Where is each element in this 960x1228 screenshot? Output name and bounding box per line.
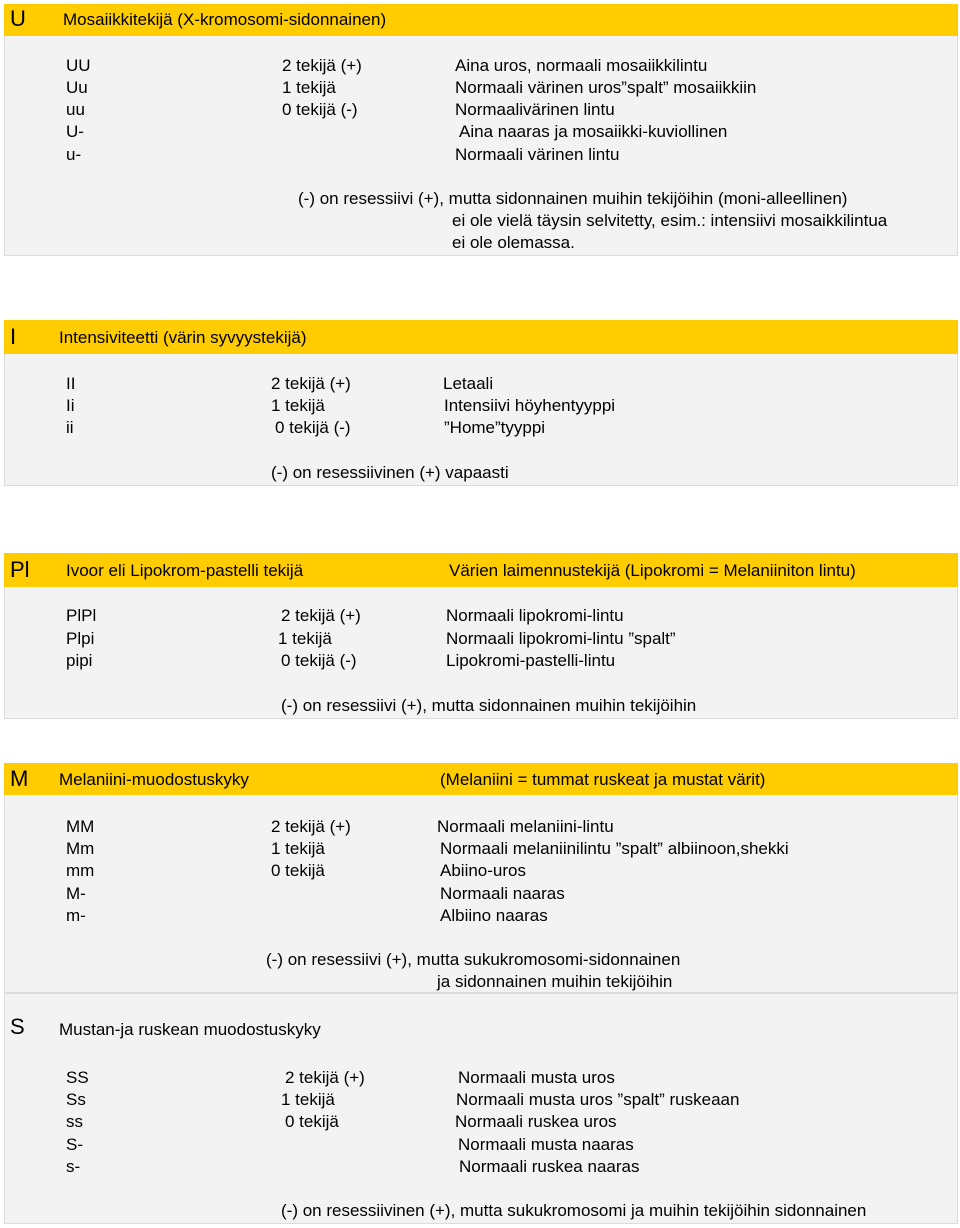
genotype: U- [66,122,84,141]
factor: 1 tekijä [281,1090,335,1109]
description: Aina naaras ja mosaiikki-kuviollinen [459,122,728,141]
genotype: Plpi [66,629,95,648]
description: Normaali ruskea naaras [459,1157,640,1176]
section-i-title: Intensiviteetti (värin syvyystekijä) [59,328,307,347]
description: Aina uros, normaali mosaiikkilintu [455,56,708,75]
description: Normaali lipokromi-lintu ”spalt” [446,629,676,648]
note-line: ei ole vielä täysin selvitetty, esim.: intensiivi mosaikkilintua [452,211,888,230]
factor: 2 tekijä (+) [271,374,351,393]
genotype: UU [66,56,91,75]
description: Normaali värinen uros”spalt” mosaiikkiin [455,78,757,97]
note-line: ei ole olemassa. [452,233,575,252]
description: Normaali musta naaras [458,1135,634,1154]
genotype: PlPl [66,606,97,625]
genotype: M- [66,884,86,903]
genotype: mm [66,861,95,880]
genotype: u- [66,145,82,164]
genotype: m- [66,906,86,925]
genotype: Ii [66,396,75,415]
description: Normaali musta uros [458,1068,615,1087]
genotype: s- [66,1157,81,1176]
description: ”Home”tyyppi [444,418,546,437]
description: Normaali lipokromi-lintu [446,606,624,625]
factor: 1 tekijä [271,839,325,858]
factor: 1 tekijä [271,396,325,415]
genotype: Ss [66,1090,86,1109]
factor: 1 tekijä [278,629,332,648]
genotype: MM [66,817,95,836]
factor: 0 tekijä [271,861,325,880]
genotype: II [66,374,76,393]
genotype: ii [66,418,74,437]
genotype: S- [66,1135,83,1154]
factor: 1 tekijä [282,78,336,97]
section-pl-code: Pl [10,557,30,582]
description: Letaali [443,374,494,393]
description: Abiino-uros [440,861,526,880]
description: Albiino naaras [440,906,548,925]
section-i-code: I [10,324,17,349]
description: Normaali musta uros ”spalt” ruskeaan [456,1090,740,1109]
note-line: (-) on resessiivi (+), mutta sidonnainen muihin tekijöihin (moni-alleellinen) [298,189,848,208]
section-m-title: Melaniini-muodostuskyky [59,770,249,789]
section-m-subtitle: (Melaniini = tummat ruskeat ja mustat värit) [440,770,766,789]
note-line: (-) on resessiivinen (+) vapaasti [271,463,509,482]
section-pl-title: Ivoor eli Lipokrom-pastelli tekijä [66,561,304,580]
genotype: SS [66,1068,89,1087]
genotype: Mm [66,839,95,858]
factor: 0 tekijä (-) [281,651,357,670]
genotype: pipi [66,651,93,670]
factor: 2 tekijä (+) [271,817,351,836]
factor: 0 tekijä (-) [275,418,351,437]
description: Normaali melaniini-lintu [437,817,614,836]
note-line: (-) on resessiivinen (+), mutta sukukromosomi ja muihin tekijöihin sidonnainen [281,1201,867,1220]
factor: 2 tekijä (+) [281,606,361,625]
description: Normaali ruskea uros [455,1112,617,1131]
section-pl-subtitle: Värien laimennustekijä (Lipokromi = Melaniiniton lintu) [449,561,856,580]
description: Normaalivärinen lintu [455,100,615,119]
description: Normaali värinen lintu [455,145,620,164]
section-s-code: S [10,1014,25,1039]
genotype: Uu [66,78,88,97]
section-m-code: M [10,766,29,791]
note-line: (-) on resessiivi (+), mutta sukukromosomi-sidonnainen [266,950,681,969]
note-line: (-) on resessiivi (+), mutta sidonnainen muihin tekijöihin [281,696,697,715]
factor: 2 tekijä (+) [285,1068,365,1087]
factor: 0 tekijä [285,1112,339,1131]
genotype: uu [66,100,85,119]
factor: 0 tekijä (-) [282,100,358,119]
description: Normaali naaras [440,884,565,903]
factor: 2 tekijä (+) [282,56,362,75]
description: Lipokromi-pastelli-lintu [446,651,616,670]
description: Intensiivi höyhentyyppi [444,396,616,415]
section-s-title: Mustan-ja ruskean muodostuskyky [59,1020,321,1039]
section-u-title: Mosaiikkitekijä (X-kromosomi-sidonnainen) [63,10,387,29]
section-u-code: U [10,6,26,31]
note-line: ja sidonnainen muihin tekijöihin [437,972,673,991]
genotype: ss [66,1112,83,1131]
description: Normaali melaniinilintu ”spalt” albiinoon,shekki [440,839,789,858]
